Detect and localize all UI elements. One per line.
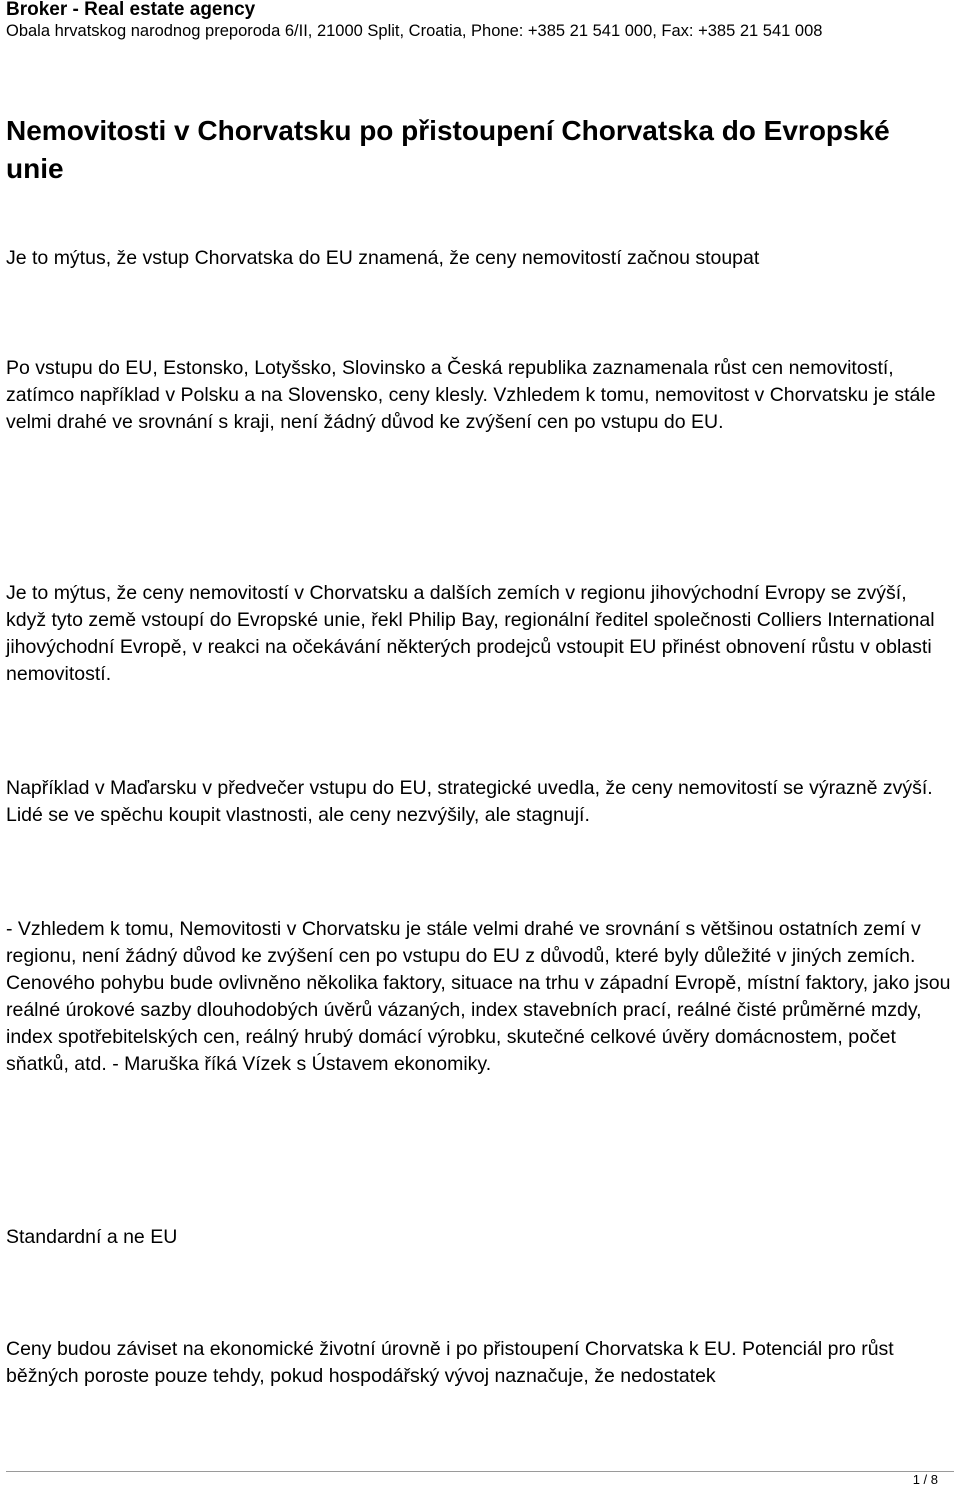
company-address: Obala hrvatskog narodnog preporoda 6/II, 21000 Split, Croatia, Phone: +385 21 541 000, Fax: +385 21 541 008 — [6, 22, 823, 40]
paragraph-eu-entry: Po vstupu do EU, Estonsko, Lotyšsko, Slovinsko a Česká republika zaznamenala růst cen nemovitostí, zatímco například v Polsku a na Slovensko, ceny klesly. Vzhledem k tomu, nemovitost v Chorvatsku je stále velmi drahé ve srovnání s kraji, není žádný důvod ke zvýšení cen po vstupu do EU. — [6, 357, 936, 433]
page-number: 1 / 8 — [912, 1472, 938, 1487]
paragraph-quote: - Vzhledem k tomu, Nemovitosti v Chorvatsku je stále velmi drahé ve srovnání s většinou ostatních zemí v regionu, není žádný důvod ke zvýšení cen po vstupu do EU z důvodů, které byly důležité v jiných zemích. Cenového pohybu bude ovlivněno několika faktory, situace na trhu v západní Evropě, místní faktory, jako jsou reálné úrokové sazby dlouhodobých úvěrů vázaných, index stavebních prací, reálné čisté průměrné mzdy, index spotřebitelských cen, reálný hrubý domácí výrobku, skutečné celkové úvěry domácnostem, počet sňatků, atd. - Maruška říká Vízek s Ústavem ekonomiky. — [6, 918, 951, 1075]
paragraph-prices: Ceny budou záviset na ekonomické životní úrovně i po přistoupení Chorvatska k EU. Potenciál pro růst běžných poroste pouze tehdy, pokud hospodářský vývoj naznačuje, že nedostatek — [6, 1338, 894, 1387]
paragraph-myth: Je to mýtus, že ceny nemovitostí v Chorvatsku a dalších zemích v regionu jihovýchodní Evropy se zvýší, když tyto země vstoupí do Evropské unie, řekl Philip Bay, regionální ředitel společnosti Colliers International jihovýchodní Evropě, v reakci na očekávání některých prodejců vstoupit EU přinést obnovení růstu v oblasti nemovitostí. — [6, 582, 935, 685]
footer-divider — [6, 1471, 954, 1472]
document-header — [6, 0, 956, 42]
section-heading-standard: Standardní a ne EU — [6, 1226, 178, 1248]
paragraph-intro: Je to mýtus, že vstup Chorvatska do EU znamená, že ceny nemovitostí začnou stoupat — [6, 247, 760, 269]
paragraph-hungary: Například v Maďarsku v předvečer vstupu do EU, strategické uvedla, že ceny nemovitostí se výrazně zvýší. Lidé se ve spěchu koupit vlastnosti, ale ceny nezvýšily, ale stagnují. — [6, 777, 933, 826]
article-title: Nemovitosti v Chorvatsku po přistoupení Chorvatska do Evropské unie — [6, 115, 890, 184]
company-name: Broker - Real estate agency — [6, 0, 256, 20]
